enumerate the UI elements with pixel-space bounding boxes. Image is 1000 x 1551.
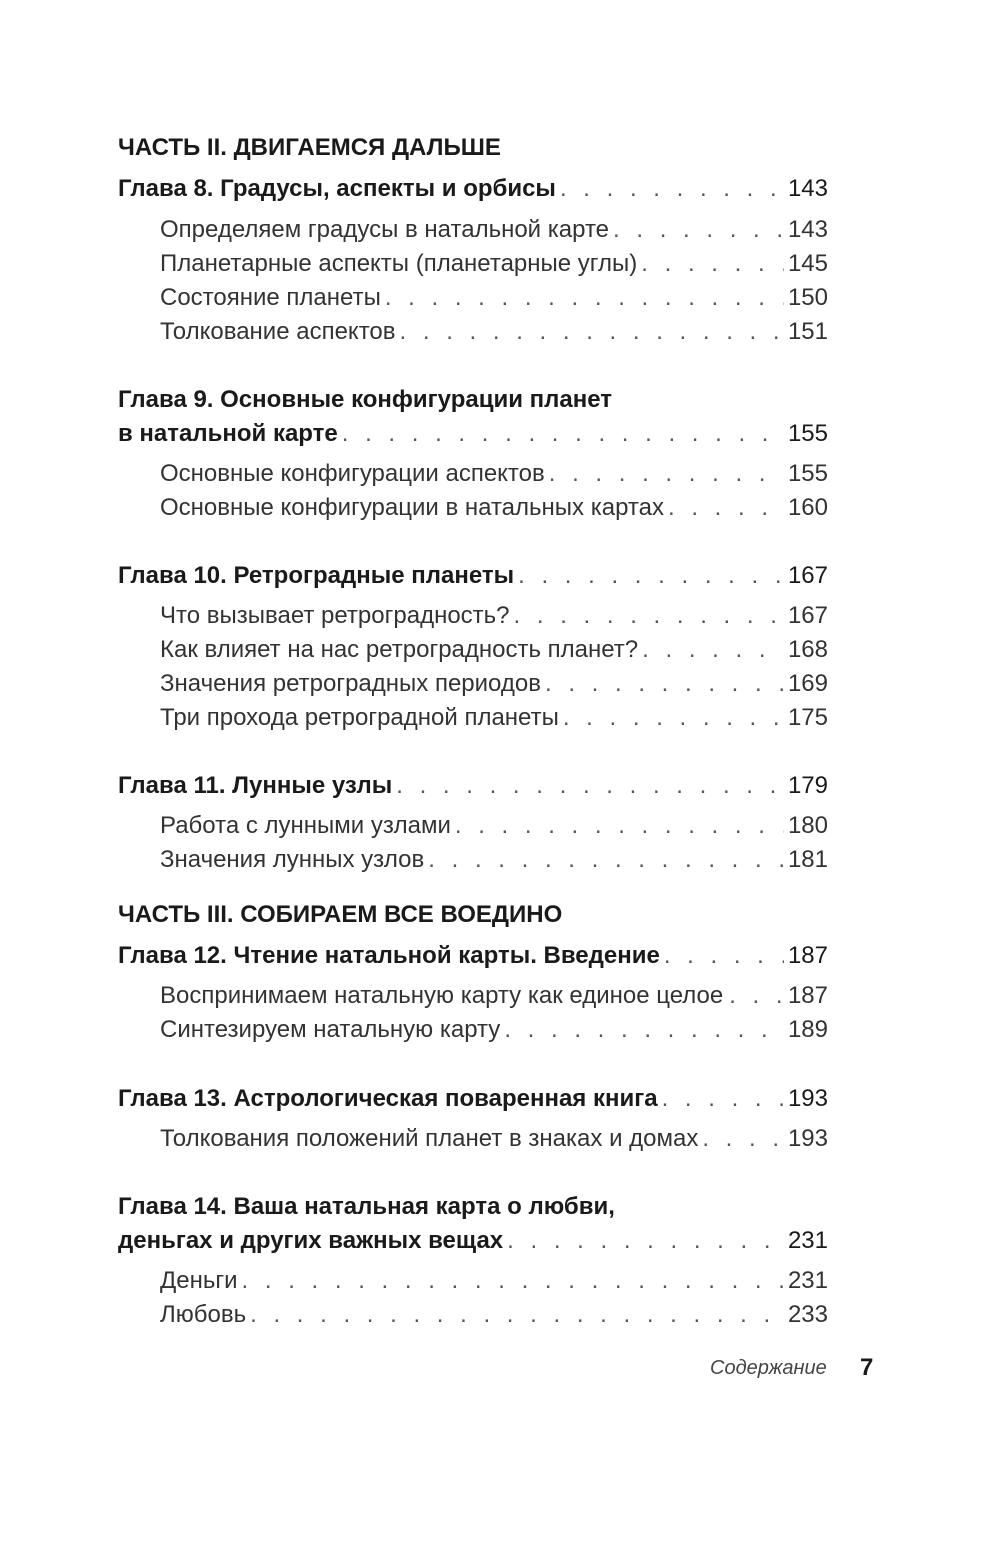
toc-chapter-14[interactable] <box>118 1227 828 1255</box>
leader-dots <box>642 636 784 664</box>
leader-dots <box>664 942 784 970</box>
chapter-title-line1[interactable]: Глава 14. Ваша натальная карта о любви, <box>118 1193 615 1220</box>
part-heading: ЧАСТЬ II. ДВИГАЕМСЯ ДАЛЬШЕ <box>118 134 501 161</box>
chapter-title: в натальной карте <box>118 420 338 447</box>
toc-entry[interactable] <box>160 250 828 278</box>
toc-entry[interactable] <box>160 602 828 630</box>
toc-chapter-8[interactable] <box>118 175 828 203</box>
page-number: 187 <box>787 942 828 969</box>
running-footer-label: Содержание <box>710 1357 827 1379</box>
toc-entry[interactable] <box>160 812 828 840</box>
chapter-title: Глава 13. Астрологическая поваренная книга <box>118 1085 658 1112</box>
leader-dots <box>668 494 784 522</box>
page-number: 160 <box>787 494 828 521</box>
entry-title: Толкование аспектов <box>160 318 396 345</box>
toc-entry[interactable] <box>160 982 828 1010</box>
entry-title: Воспринимаем натальную карту как единое целое <box>160 982 724 1009</box>
leader-dots <box>385 284 784 312</box>
folio-page-number: 7 <box>860 1354 874 1381</box>
entry-title: Значения лунных узлов <box>160 846 425 873</box>
page-number: 193 <box>787 1085 828 1112</box>
toc-entry[interactable] <box>160 494 828 522</box>
chapter-title: Глава 12. Чтение натальной карты. Введение <box>118 942 660 969</box>
toc-entry[interactable] <box>160 318 828 346</box>
entry-title: Значения ретроградных периодов <box>160 670 541 697</box>
toc-entry[interactable] <box>160 216 828 244</box>
part-heading: ЧАСТЬ III. СОБИРАЕМ ВСЕ ВОЕДИНО <box>118 901 563 928</box>
page-number: 145 <box>787 250 828 277</box>
leader-dots <box>702 1125 784 1153</box>
leader-dots <box>428 846 784 874</box>
page-number: 231 <box>787 1227 828 1254</box>
leader-dots <box>400 318 784 346</box>
page-number: 167 <box>787 602 828 629</box>
chapter-title: Глава 11. Лунные узлы <box>118 772 393 799</box>
toc-chapter-9[interactable] <box>118 420 828 448</box>
leader-dots <box>507 1227 784 1255</box>
toc-entry[interactable] <box>160 460 828 488</box>
leader-dots <box>641 250 784 278</box>
toc-chapter-13[interactable] <box>118 1085 828 1113</box>
page-number: 233 <box>787 1301 828 1328</box>
toc-entry[interactable] <box>160 1267 828 1295</box>
page-number: 175 <box>787 704 828 731</box>
toc-chapter-10[interactable] <box>118 562 828 590</box>
entry-title: Что вызывает ретроградность? <box>160 602 510 629</box>
toc-entry[interactable] <box>160 284 828 312</box>
leader-dots <box>514 602 784 630</box>
chapter-title: Глава 10. Ретроградные планеты <box>118 562 515 589</box>
page-number: 187 <box>787 982 828 1009</box>
page-number: 167 <box>787 562 828 589</box>
entry-title: Как влияет на нас ретроградность планет? <box>160 636 639 663</box>
toc-entry[interactable] <box>160 1125 828 1153</box>
toc-entry[interactable] <box>160 1016 828 1044</box>
page-number: 169 <box>787 670 828 697</box>
leader-dots <box>560 175 784 203</box>
entry-title: Работа с лунными узлами <box>160 812 451 839</box>
entry-title: Определяем градусы в натальной карте <box>160 216 610 243</box>
entry-title: Состояние планеты <box>160 284 381 311</box>
entry-title: Планетарные аспекты (планетарные углы) <box>160 250 638 277</box>
entry-title: Деньги <box>160 1267 238 1294</box>
leader-dots <box>549 460 784 488</box>
leader-dots <box>729 982 782 1010</box>
toc-chapter-12[interactable] <box>118 942 828 970</box>
toc-entry[interactable] <box>160 636 828 664</box>
entry-title: Синтезируем натальную карту <box>160 1016 501 1043</box>
toc-entry[interactable] <box>160 846 828 874</box>
leader-dots <box>545 670 784 698</box>
page-number: 231 <box>787 1267 828 1294</box>
toc-entry[interactable] <box>160 670 828 698</box>
page-number: 180 <box>787 812 828 839</box>
page-number: 155 <box>787 420 828 447</box>
entry-title: Любовь <box>160 1301 247 1328</box>
leader-dots <box>613 216 784 244</box>
leader-dots <box>563 704 784 732</box>
leader-dots <box>342 420 784 448</box>
chapter-title-line1[interactable]: Глава 9. Основные конфигурации планет <box>118 386 613 413</box>
page-number: 181 <box>787 846 828 873</box>
page-number: 143 <box>787 216 828 243</box>
page-number: 189 <box>787 1016 828 1043</box>
leader-dots <box>250 1301 784 1329</box>
chapter-title: деньгах и других важных вещах <box>118 1227 504 1254</box>
entry-title: Основные конфигурации в натальных картах <box>160 494 664 521</box>
page-number: 151 <box>787 318 828 345</box>
leader-dots <box>662 1085 784 1113</box>
page-number: 150 <box>787 284 828 311</box>
page-number: 168 <box>787 636 828 663</box>
leader-dots <box>242 1267 784 1295</box>
toc-entry[interactable] <box>160 1301 828 1329</box>
toc-entry[interactable] <box>160 704 828 732</box>
leader-dots <box>396 772 784 800</box>
page-number: 143 <box>787 175 828 202</box>
entry-title: Три прохода ретроградной планеты <box>160 704 559 731</box>
leader-dots <box>455 812 784 840</box>
toc-chapter-11[interactable] <box>118 772 828 800</box>
page-number: 193 <box>787 1125 828 1152</box>
page-number: 155 <box>787 460 828 487</box>
leader-dots <box>518 562 784 590</box>
entry-title: Основные конфигурации аспектов <box>160 460 545 487</box>
leader-dots <box>504 1016 784 1044</box>
page-number: 179 <box>787 772 828 799</box>
entry-title: Толкования положений планет в знаках и домах <box>160 1125 699 1152</box>
chapter-title: Глава 8. Градусы, аспекты и орбисы <box>118 175 556 202</box>
